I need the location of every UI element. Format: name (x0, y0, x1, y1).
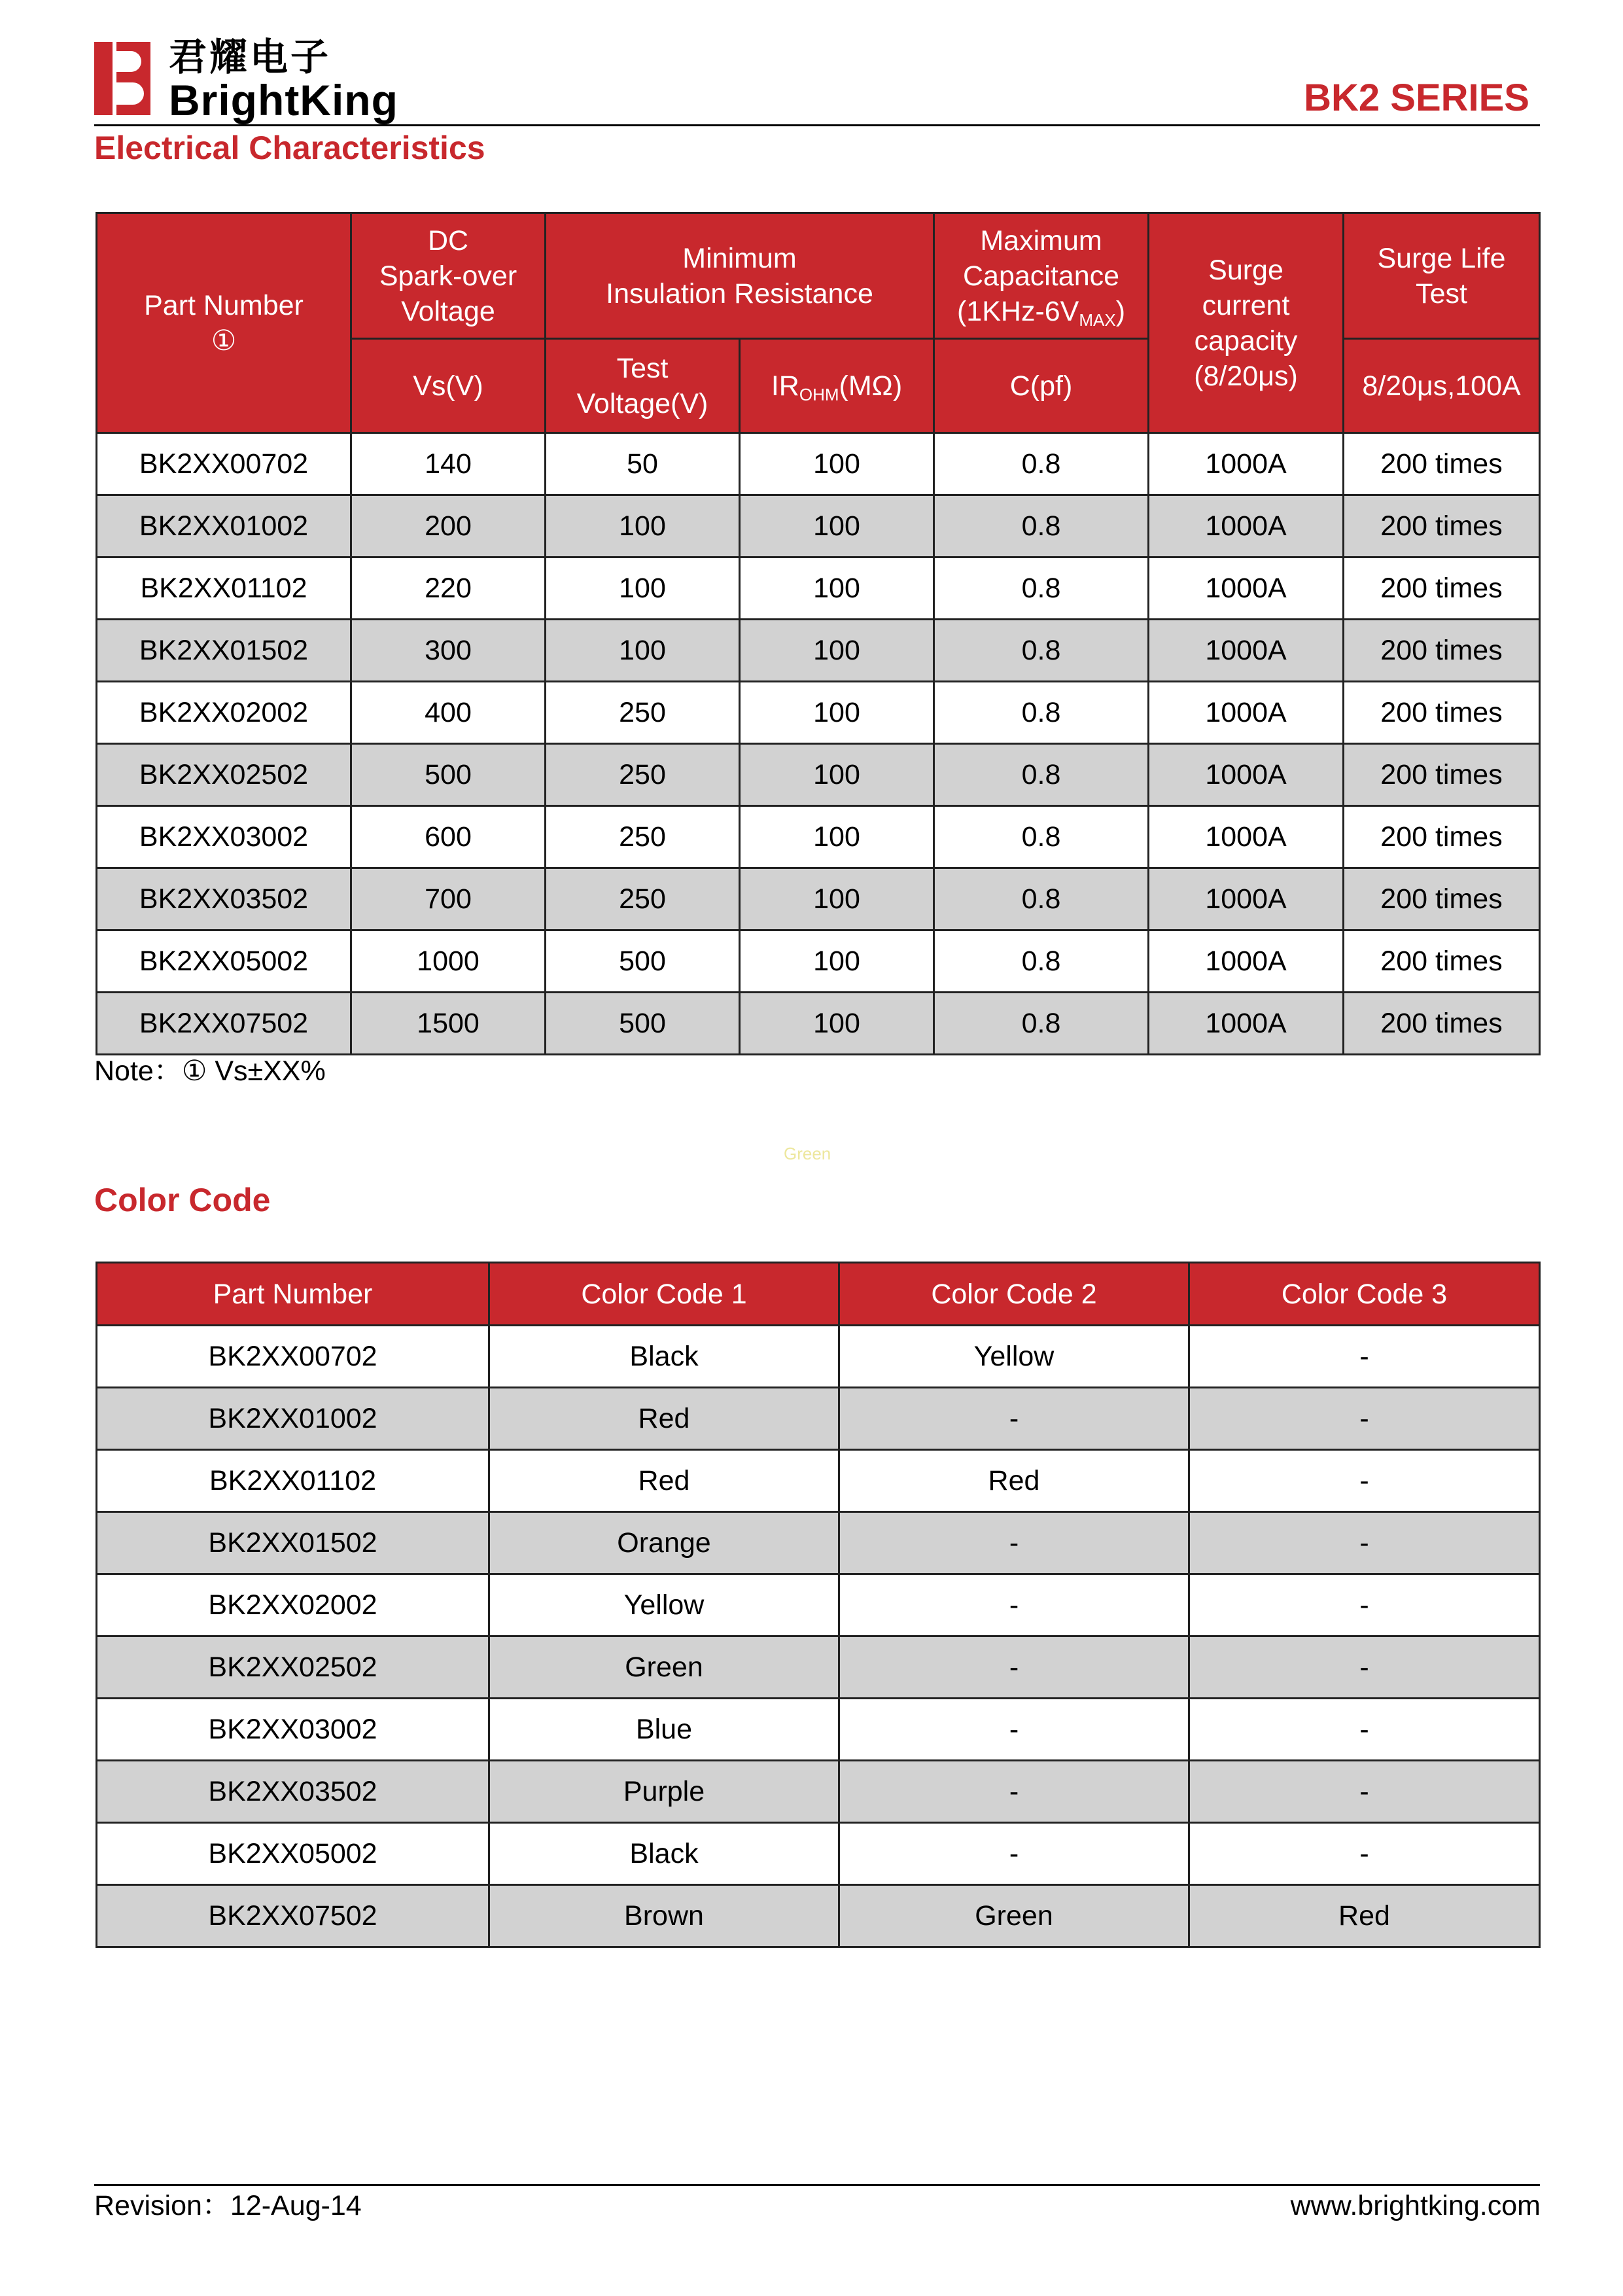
table-cell: BK2XX01102 (97, 557, 351, 620)
table-cell: 200 times (1344, 868, 1540, 930)
table-cell: - (839, 1699, 1189, 1761)
table-cell: 0.8 (934, 744, 1149, 806)
table-cell: 1000A (1149, 557, 1344, 620)
table-cell: BK2XX03002 (97, 806, 351, 868)
header-surge-current: Surge current capacity (8/20μs) (1149, 213, 1344, 433)
table-cell: 0.8 (934, 868, 1149, 930)
table-cell: 1000A (1149, 930, 1344, 993)
logo-brand-name: BrightKing (169, 76, 398, 124)
header-min-insulation: Minimum Insulation Resistance (546, 213, 934, 339)
table-cell: BK2XX03002 (97, 1699, 489, 1761)
electrical-row (97, 868, 1540, 930)
color-code-section-title: Color Code (94, 1182, 271, 1218)
table-cell: 100 (740, 744, 934, 806)
table-cell: 200 times (1344, 495, 1540, 557)
table-cell: BK2XX00702 (97, 1326, 489, 1388)
header-surge-life: Surge Life Test (1344, 213, 1540, 339)
table-cell: - (1189, 1699, 1540, 1761)
table-cell: 1000A (1149, 806, 1344, 868)
color-header-code-2: Color Code 2 (839, 1263, 1189, 1326)
table-cell: - (1189, 1823, 1540, 1885)
table-cell: - (839, 1388, 1189, 1450)
table-cell: BK2XX02002 (97, 1574, 489, 1636)
color-code-table (96, 1262, 1541, 1948)
footnote-mark: ① (211, 325, 237, 357)
table-cell: Green (839, 1885, 1189, 1947)
table-cell: 220 (351, 557, 546, 620)
website-link[interactable]: www.brightking.com (1290, 2190, 1541, 2221)
table-cell: BK2XX01502 (97, 1512, 489, 1574)
table-cell: 250 (546, 806, 740, 868)
table-cell: 140 (351, 433, 546, 495)
table-cell: 250 (546, 744, 740, 806)
electrical-row (97, 433, 1540, 495)
table-cell: 600 (351, 806, 546, 868)
table-cell: Black (489, 1326, 839, 1388)
table-cell: BK2XX07502 (97, 993, 351, 1055)
color-code-row (97, 1388, 1540, 1450)
table-cell: 200 times (1344, 433, 1540, 495)
table-cell: 500 (351, 744, 546, 806)
table-cell: - (839, 1761, 1189, 1823)
table-cell: 1000A (1149, 620, 1344, 682)
table-cell: Red (1189, 1885, 1540, 1947)
header-max-capacitance: Maximum Capacitance $(1KHz-6V_{MAX})$ (934, 213, 1149, 339)
table-cell: 1000A (1149, 868, 1344, 930)
table-cell: 200 times (1344, 993, 1540, 1055)
header-dc-spark-over: DC Spark-over Voltage (351, 213, 546, 339)
table-cell: 100 (740, 993, 934, 1055)
table-cell: 100 (740, 557, 934, 620)
table-cell: Red (489, 1388, 839, 1450)
table-cell: BK2XX03502 (97, 868, 351, 930)
table-cell: Orange (489, 1512, 839, 1574)
table-cell: 100 (740, 433, 934, 495)
color-header-part-number: Part Number (97, 1263, 489, 1326)
table-cell: Brown (489, 1885, 839, 1947)
electrical-row (97, 495, 1540, 557)
table-cell: - (1189, 1450, 1540, 1512)
table-cell: - (839, 1574, 1189, 1636)
electrical-table (96, 212, 1541, 1055)
table-cell: 1000A (1149, 744, 1344, 806)
table-cell: 100 (546, 557, 740, 620)
color-code-row (97, 1761, 1540, 1823)
color-code-row (97, 1699, 1540, 1761)
header-ir-ohm: $IR_{OHM}(M\Omega)$ (740, 339, 934, 433)
table-cell: 0.8 (934, 930, 1149, 993)
electrical-row (97, 557, 1540, 620)
table-cell: 0.8 (934, 433, 1149, 495)
color-code-row (97, 1574, 1540, 1636)
table-cell: BK2XX02502 (97, 744, 351, 806)
table-cell: 250 (546, 868, 740, 930)
revision-date: Revision：12-Aug-14 (94, 2190, 362, 2221)
table-cell: - (839, 1823, 1189, 1885)
table-cell: 1500 (351, 993, 546, 1055)
table-cell: 0.8 (934, 495, 1149, 557)
table-cell: 0.8 (934, 557, 1149, 620)
electrical-row (97, 993, 1540, 1055)
table-cell: Black (489, 1823, 839, 1885)
table-cell: 0.8 (934, 682, 1149, 744)
series-title: BK2 SERIES (1304, 77, 1529, 119)
table-cell: - (1189, 1512, 1540, 1574)
footer-divider (94, 2184, 1540, 2186)
table-cell: 200 times (1344, 930, 1540, 993)
table-cell: 700 (351, 868, 546, 930)
table-cell: 1000A (1149, 993, 1344, 1055)
electrical-row (97, 930, 1540, 993)
table-cell: - (1189, 1761, 1540, 1823)
table-cell: 0.8 (934, 620, 1149, 682)
table-cell: 100 (740, 806, 934, 868)
table-cell: BK2XX01102 (97, 1450, 489, 1512)
table-cell: - (839, 1636, 1189, 1699)
table-cell: 100 (546, 495, 740, 557)
table-cell: 200 times (1344, 806, 1540, 868)
header-divider (94, 124, 1540, 126)
table-cell: BK2XX00702 (97, 433, 351, 495)
table-cell: BK2XX01002 (97, 1388, 489, 1450)
table-cell: BK2XX07502 (97, 1885, 489, 1947)
table-cell: 500 (546, 930, 740, 993)
header-capacitance-pf: C(pf) (934, 339, 1149, 433)
table-cell: 50 (546, 433, 740, 495)
color-code-row (97, 1885, 1540, 1947)
table-cell: 400 (351, 682, 546, 744)
table-cell: 1000A (1149, 495, 1344, 557)
table-cell: - (1189, 1326, 1540, 1388)
table-cell: 250 (546, 682, 740, 744)
table-cell: 0.8 (934, 993, 1149, 1055)
watermark-text: Green (784, 1144, 831, 1163)
table-cell: 200 times (1344, 557, 1540, 620)
table-cell: Yellow (489, 1574, 839, 1636)
table-cell: - (839, 1512, 1189, 1574)
table-cell: 100 (740, 620, 934, 682)
table-cell: - (1189, 1636, 1540, 1699)
table-cell: 0.8 (934, 806, 1149, 868)
electrical-section-title: Electrical Characteristics (94, 130, 485, 166)
table-cell: BK2XX05002 (97, 930, 351, 993)
electrical-row (97, 682, 1540, 744)
color-code-row (97, 1326, 1540, 1388)
table-cell: BK2XX02002 (97, 682, 351, 744)
table-cell: 1000A (1149, 433, 1344, 495)
color-code-row (97, 1823, 1540, 1885)
electrical-row (97, 620, 1540, 682)
header-test-voltage: Test Voltage(V) (546, 339, 740, 433)
table-cell: Red (489, 1450, 839, 1512)
table-cell: 200 (351, 495, 546, 557)
table-cell: 100 (740, 682, 934, 744)
footnote: Note：① Vs±XX% (94, 1055, 326, 1087)
table-cell: 100 (740, 495, 934, 557)
logo-chinese-text: 君耀电子 (169, 36, 332, 79)
electrical-row (97, 806, 1540, 868)
table-cell: BK2XX02502 (97, 1636, 489, 1699)
table-cell: Purple (489, 1761, 839, 1823)
table-cell: Green (489, 1636, 839, 1699)
table-cell: Blue (489, 1699, 839, 1761)
brightking-logo-icon (94, 42, 150, 115)
color-header-code-1: Color Code 1 (489, 1263, 839, 1326)
electrical-row (97, 744, 1540, 806)
table-cell: BK2XX03502 (97, 1761, 489, 1823)
table-cell: BK2XX01502 (97, 620, 351, 682)
header-surge-life-condition: 8/20μs,100A (1344, 339, 1540, 433)
table-cell: - (1189, 1574, 1540, 1636)
table-cell: 100 (740, 868, 934, 930)
header-part-number: Part Number ① (97, 213, 351, 433)
table-cell: 100 (546, 620, 740, 682)
table-cell: Red (839, 1450, 1189, 1512)
table-cell: 1000 (351, 930, 546, 993)
color-code-row (97, 1450, 1540, 1512)
table-cell: 200 times (1344, 620, 1540, 682)
table-cell: 200 times (1344, 744, 1540, 806)
color-header-code-3: Color Code 3 (1189, 1263, 1540, 1326)
table-cell: 200 times (1344, 682, 1540, 744)
color-code-row (97, 1512, 1540, 1574)
table-cell: 100 (740, 930, 934, 993)
table-cell: 500 (546, 993, 740, 1055)
table-cell: BK2XX01002 (97, 495, 351, 557)
header-vs: Vs(V) (351, 339, 546, 433)
table-cell: Yellow (839, 1326, 1189, 1388)
table-cell: 300 (351, 620, 546, 682)
table-cell: - (1189, 1388, 1540, 1450)
table-cell: 1000A (1149, 682, 1344, 744)
table-cell: BK2XX05002 (97, 1823, 489, 1885)
color-code-row (97, 1636, 1540, 1699)
